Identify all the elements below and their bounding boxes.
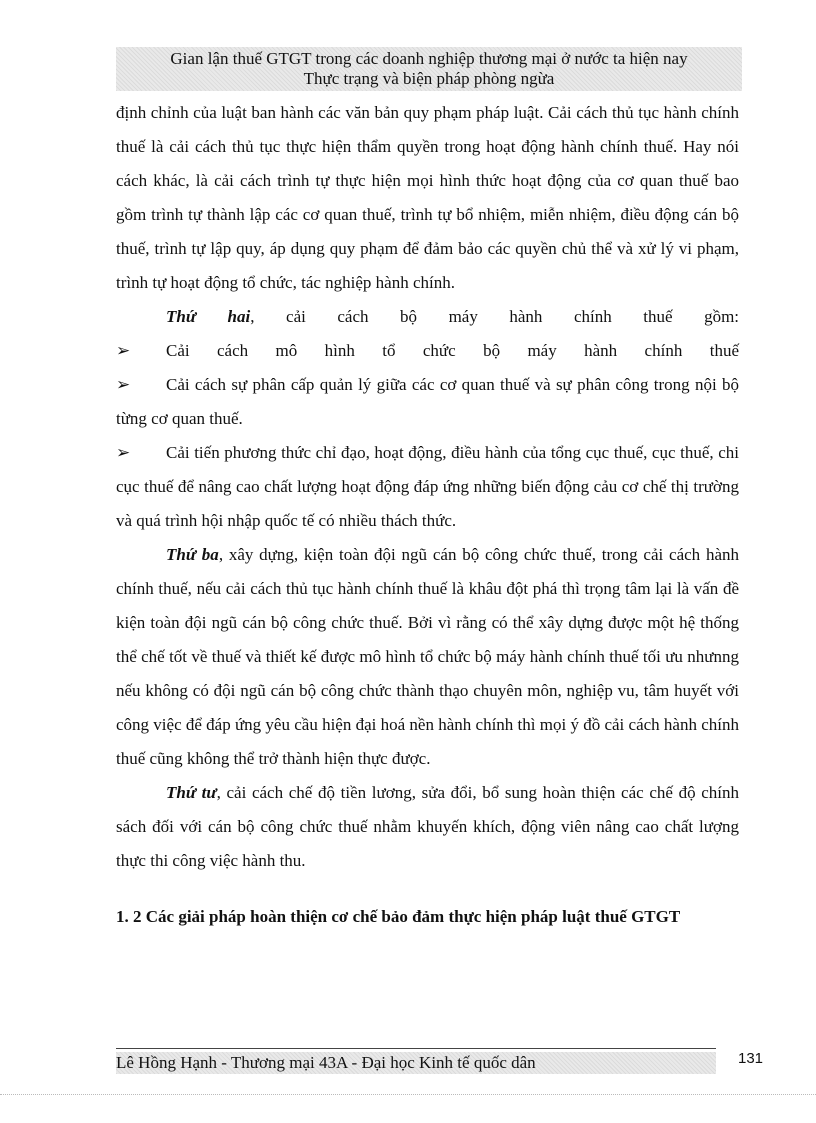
paragraph-lead: Thứ tư [166, 783, 217, 802]
paragraph-thu-ba [116, 538, 739, 776]
paragraph-text: , cải cách bộ máy hành chính thuế gồm: [250, 307, 740, 326]
bullet-item [116, 368, 739, 436]
bullet-item [116, 334, 739, 368]
arrow-bullet-icon: ➢ [116, 375, 131, 394]
header-title-line2: Thực trạng và biện pháp phòng ngừa [303, 69, 555, 88]
page-bottom-divider [0, 1094, 816, 1095]
running-header [116, 47, 742, 91]
paragraph-lead: Thứ ba [166, 545, 219, 564]
bullet-item [116, 436, 739, 538]
bullet-text: Cải tiến phương thức chỉ đạo, hoạt động, điều hành của tổng cục thuế, cục thuế, chi cục thuế để nâng cao chất lượng hoạt động đáp ứng những biến động cảu cơ chế thị trường và quá trình hội nhập quốc tế có nhiều thách thức. [116, 443, 739, 530]
paragraph-lead: Thứ hai [166, 307, 251, 326]
section-heading: 1. 2 Các giải pháp hoàn thiện cơ chế bảo đảm thực hiện pháp luật thuế GTGT [116, 907, 681, 926]
bullet-text: Cải cách sự phân cấp quản lý giữa các cơ quan thuế và sự phân công trong nội bộ từng cơ quan thuế. [116, 375, 739, 428]
running-footer: Lê Hồng Hạnh - Thương mại 43A - Đại học Kinh tế quốc dân [116, 1052, 716, 1074]
paragraph-thu-tu [116, 776, 739, 878]
header-title-line1: Gian lận thuế GTGT trong các doanh nghiệp thương mại ở nước ta hiện nay [170, 49, 688, 68]
paragraph-continuation: định chỉnh của luật ban hành các văn bản quy phạm pháp luật. Cải cách thủ tục hành chính thuế là cải cách thủ tục thực hiện thẩm quyền trong hoạt động hành chính thuế. Hay nói cách khác, là cải cách trình tự thực hiện mọi hình thức hoạt động của cơ quan thuế bao gồm trình tự thành lập các cơ quan thuế, trình tự bổ nhiệm, miễn nhiệm, điều động cán bộ thuế, trình tự lập quy, áp dụng quy phạm để đảm bảo các quyền chủ thể và xử lý vi phạm, trình tự hoạt động tổ chức, tác nghiệp hành chính. [116, 103, 739, 292]
arrow-bullet-icon: ➢ [116, 341, 131, 360]
paragraph-text: , cải cách chế độ tiền lương, sửa đổi, bổ sung hoàn thiện các chế độ chính sách đối với cán bộ công chức thuế nhằm khuyến khích, động viên nâng cao chất lượng thực thi công việc hành thu. [116, 783, 739, 870]
page-number: 131 [738, 1050, 764, 1067]
paragraph-text: , xây dựng, kiện toàn đội ngũ cán bộ công chức thuế, trong cải cách hành chính thuế, nếu cải cách thủ tục hành chính thuế là khâu đột phá thì trọng tâm lại là vấn đề kiện toàn đội ngũ cán bộ công chức thuế. Bởi vì rằng có thể xây dựng được một hệ thống thể chế tốt về thuế và thiết kế được mô hình tổ chức bộ máy hành chính thuế tối ưu nhưnng nếu không có đội ngũ cán bộ công chức thành thạo chuyên môn, nghiệp vu, tâm huyết với công việc để đáp ứng yêu cầu hiện đại hoá nền hành chính thì mọi ý đồ cải cách hành chính thuế cũng không thể trở thành hiện thực được. [116, 545, 739, 768]
arrow-bullet-icon: ➢ [116, 443, 131, 462]
footer-divider [116, 1048, 716, 1049]
document-body [116, 96, 739, 934]
paragraph-thu-hai [116, 300, 739, 334]
bullet-text: Cải cách mô hình tổ chức bộ máy hành chính thuế [166, 341, 739, 360]
